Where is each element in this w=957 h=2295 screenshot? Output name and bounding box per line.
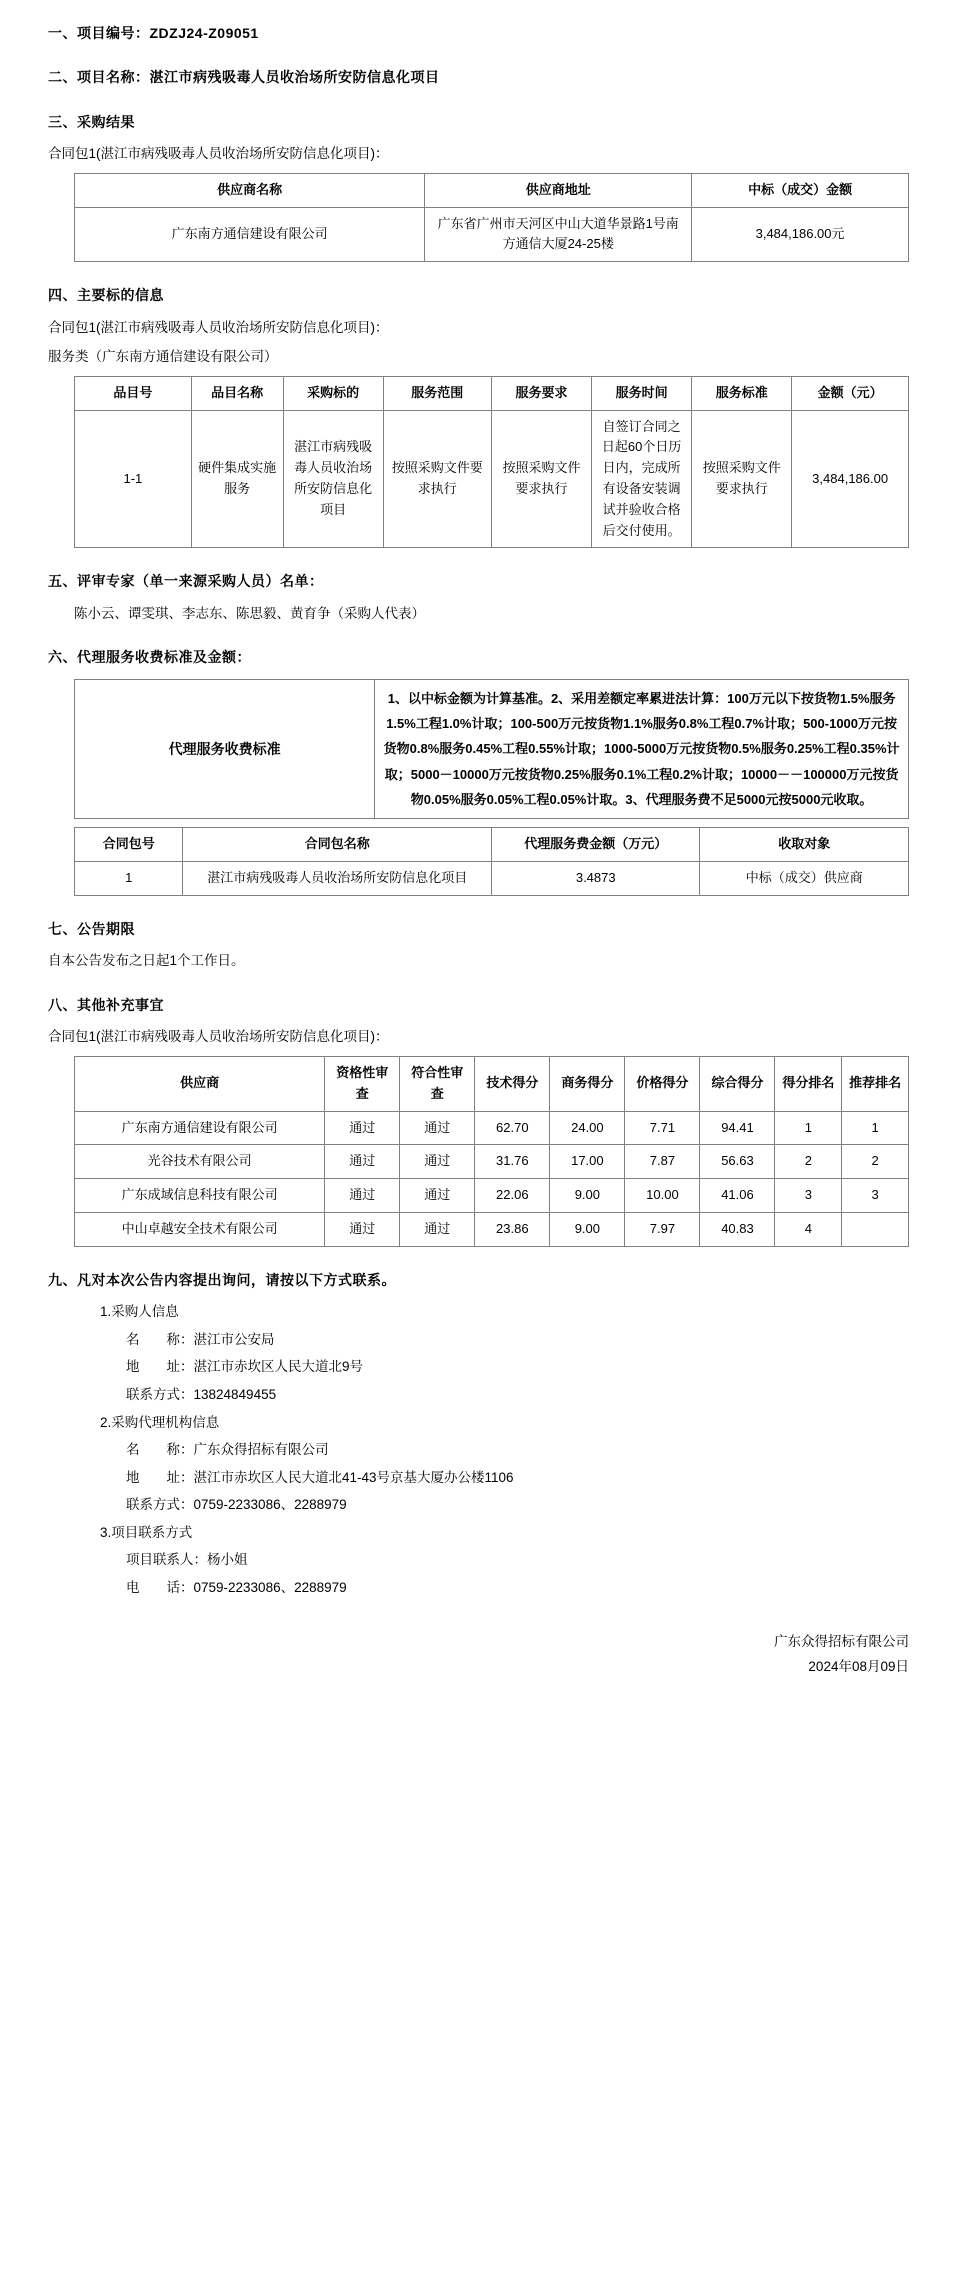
cell-recommend-rank bbox=[842, 1212, 909, 1246]
col-subject: 采购标的 bbox=[283, 376, 383, 410]
col-supplier: 供应商 bbox=[75, 1056, 325, 1111]
cell-qualification: 通过 bbox=[325, 1145, 400, 1179]
cell-compliance: 通过 bbox=[400, 1179, 475, 1213]
value-address: 湛江市赤坎区人民大道北9号 bbox=[193, 1359, 364, 1375]
contact-purchaser-name bbox=[126, 1329, 909, 1351]
document-footer bbox=[48, 1629, 909, 1680]
cell-technical: 31.76 bbox=[475, 1145, 550, 1179]
cell-qualification: 通过 bbox=[325, 1179, 400, 1213]
score-package-line: 合同包1(湛江市病残吸毒人员收治场所安防信息化项目)： bbox=[48, 1029, 389, 1045]
cell-price: 7.87 bbox=[625, 1145, 700, 1179]
cell-qualification: 通过 bbox=[325, 1111, 400, 1145]
table-header-row bbox=[75, 828, 909, 862]
announcement-period-text: 自本公告发布之日起1个工作日。 bbox=[48, 953, 245, 969]
cell-package-name: 湛江市病残吸毒人员收治场所安防信息化项目 bbox=[183, 862, 492, 896]
cell-total: 94.41 bbox=[700, 1111, 775, 1145]
label-address: 地 址： bbox=[126, 1359, 194, 1375]
table-row bbox=[75, 679, 909, 819]
col-service-standard: 服务标准 bbox=[692, 376, 792, 410]
target-table bbox=[74, 376, 909, 549]
cell-service-requirement: 按照采购文件要求执行 bbox=[492, 410, 592, 548]
cell-supplier: 光谷技术有限公司 bbox=[75, 1145, 325, 1179]
cell-supplier: 中山卓越安全技术有限公司 bbox=[75, 1212, 325, 1246]
value-name: 广东众得招标有限公司 bbox=[193, 1442, 329, 1458]
section-other-matters: 八、其他补充事宜 bbox=[48, 996, 164, 1013]
col-recommend-rank: 推荐排名 bbox=[842, 1056, 909, 1111]
table-header-row bbox=[75, 376, 909, 410]
contact-purchaser-address bbox=[126, 1356, 909, 1378]
section-project-name: 二、项目名称：湛江市病残吸毒人员收治场所安防信息化项目 bbox=[48, 69, 440, 86]
cell-technical: 23.86 bbox=[475, 1212, 550, 1246]
label-name: 名 称： bbox=[126, 1442, 194, 1458]
cell-price: 7.97 bbox=[625, 1212, 700, 1246]
col-price-score: 价格得分 bbox=[625, 1056, 700, 1111]
section-review-experts: 五、评审专家（单一来源采购人员）名单： bbox=[48, 573, 324, 590]
table-header-row bbox=[75, 173, 909, 207]
cell-technical: 22.06 bbox=[475, 1179, 550, 1213]
cell-recommend-rank: 2 bbox=[842, 1145, 909, 1179]
cell-supplier-address: 广东省广州市天河区中山大道华景路1号南方通信大厦24-25楼 bbox=[425, 207, 692, 262]
col-compliance-review: 符合性审查 bbox=[400, 1056, 475, 1111]
cell-recommend-rank: 3 bbox=[842, 1179, 909, 1213]
cell-total: 41.06 bbox=[700, 1179, 775, 1213]
col-package-name: 合同包名称 bbox=[183, 828, 492, 862]
cell-score-rank: 4 bbox=[775, 1212, 842, 1246]
contact-project-person bbox=[126, 1549, 909, 1571]
section-project-number: 一、项目编号：ZDZJ24-Z09051 bbox=[48, 25, 259, 41]
contact-project-tel bbox=[126, 1577, 909, 1599]
cell-compliance: 通过 bbox=[400, 1145, 475, 1179]
cell-business: 9.00 bbox=[550, 1212, 625, 1246]
col-fee-payer: 收取对象 bbox=[700, 828, 909, 862]
col-supplier-address: 供应商地址 bbox=[425, 173, 692, 207]
cell-amount: 3,484,186.00 bbox=[792, 410, 909, 548]
cell-fee-standard-label: 代理服务收费标准 bbox=[75, 679, 375, 819]
target-package-line: 合同包1(湛江市病残吸毒人员收治场所安防信息化项目)： bbox=[48, 319, 389, 335]
col-business-score: 商务得分 bbox=[550, 1056, 625, 1111]
value-phone: 0759-2233086、2288979 bbox=[193, 1580, 347, 1596]
cell-score-rank: 2 bbox=[775, 1145, 842, 1179]
cell-recommend-rank: 1 bbox=[842, 1111, 909, 1145]
cell-business: 24.00 bbox=[550, 1111, 625, 1145]
cell-score-rank: 3 bbox=[775, 1179, 842, 1213]
label-person: 项目联系人： bbox=[126, 1552, 207, 1568]
cell-qualification: 通过 bbox=[325, 1212, 400, 1246]
cell-package-no: 1 bbox=[75, 862, 183, 896]
cell-item-name: 硬件集成实施服务 bbox=[191, 410, 283, 548]
col-technical-score: 技术得分 bbox=[475, 1056, 550, 1111]
col-package-no: 合同包号 bbox=[75, 828, 183, 862]
label-name: 名 称： bbox=[126, 1331, 194, 1347]
table-header-row bbox=[75, 1056, 909, 1111]
score-table bbox=[74, 1056, 909, 1247]
cell-price: 7.71 bbox=[625, 1111, 700, 1145]
col-service-time: 服务时间 bbox=[592, 376, 692, 410]
cell-score-rank: 1 bbox=[775, 1111, 842, 1145]
contact-project-title: 3.项目联系方式 bbox=[100, 1524, 193, 1540]
col-supplier-name: 供应商名称 bbox=[75, 173, 425, 207]
cell-item-no: 1-1 bbox=[75, 410, 192, 548]
table-row bbox=[75, 862, 909, 896]
label-tel: 联系方式： bbox=[126, 1497, 194, 1513]
col-service-scope: 服务范围 bbox=[383, 376, 491, 410]
cell-fee-amount: 3.4873 bbox=[491, 862, 700, 896]
cell-supplier: 广东成域信息科技有限公司 bbox=[75, 1179, 325, 1213]
value-person: 杨小姐 bbox=[207, 1552, 248, 1568]
cell-service-time: 自签订合同之日起60个日历日内，完成所有设备安装调试并验收合格后交付使用。 bbox=[592, 410, 692, 548]
table-row bbox=[75, 1212, 909, 1246]
cell-technical: 62.70 bbox=[475, 1111, 550, 1145]
cell-business: 9.00 bbox=[550, 1179, 625, 1213]
col-service-requirement: 服务要求 bbox=[492, 376, 592, 410]
table-row bbox=[75, 1145, 909, 1179]
section-agency-fee: 六、代理服务收费标准及金额： bbox=[48, 649, 251, 666]
table-row bbox=[75, 1111, 909, 1145]
expert-name-list: 陈小云、谭雯琪、李志东、陈思毅、黄育争（采购人代表） bbox=[74, 605, 425, 621]
contact-agency-name bbox=[126, 1439, 909, 1461]
col-amount: 金额（元） bbox=[792, 376, 909, 410]
label-address: 地 址： bbox=[126, 1469, 194, 1485]
section-procurement-result: 三、采购结果 bbox=[48, 113, 135, 130]
agency-fee-standard-table bbox=[74, 679, 909, 820]
section-main-target-info: 四、主要标的信息 bbox=[48, 287, 164, 304]
value-tel: 13824849455 bbox=[193, 1386, 277, 1402]
value-name: 湛江市公安局 bbox=[193, 1331, 275, 1347]
cell-fee-payer: 中标（成交）供应商 bbox=[700, 862, 909, 896]
target-service-line: 服务类（广东南方通信建设有限公司） bbox=[48, 349, 278, 365]
col-total-score: 综合得分 bbox=[700, 1056, 775, 1111]
col-item-name: 品目名称 bbox=[191, 376, 283, 410]
section-contact: 九、凡对本次公告内容提出询问，请按以下方式联系。 bbox=[48, 1271, 396, 1288]
cell-compliance: 通过 bbox=[400, 1212, 475, 1246]
contact-agency-title: 2.采购代理机构信息 bbox=[100, 1414, 220, 1430]
contact-purchaser-tel bbox=[126, 1384, 909, 1406]
cell-business: 17.00 bbox=[550, 1145, 625, 1179]
cell-compliance: 通过 bbox=[400, 1111, 475, 1145]
footer-date: 2024年08月09日 bbox=[808, 1659, 909, 1675]
table-row bbox=[75, 207, 909, 262]
cell-total: 56.63 bbox=[700, 1145, 775, 1179]
cell-award-amount: 3,484,186.00元 bbox=[692, 207, 909, 262]
agency-fee-amount-table bbox=[74, 827, 909, 896]
label-phone: 电 话： bbox=[126, 1580, 194, 1596]
section-announcement-period: 七、公告期限 bbox=[48, 921, 135, 937]
cell-supplier: 广东南方通信建设有限公司 bbox=[75, 1111, 325, 1145]
contact-purchaser-title: 1.采购人信息 bbox=[100, 1304, 179, 1320]
col-award-amount: 中标（成交）金额 bbox=[692, 173, 909, 207]
cell-service-scope: 按照采购文件要求执行 bbox=[383, 410, 491, 548]
col-score-rank: 得分排名 bbox=[775, 1056, 842, 1111]
table-row bbox=[75, 1179, 909, 1213]
contact-agency-address bbox=[126, 1467, 909, 1489]
col-item-no: 品目号 bbox=[75, 376, 192, 410]
table-row bbox=[75, 410, 909, 548]
cell-total: 40.83 bbox=[700, 1212, 775, 1246]
cell-subject: 湛江市病残吸毒人员收治场所安防信息化项目 bbox=[283, 410, 383, 548]
col-qualification-review: 资格性审查 bbox=[325, 1056, 400, 1111]
value-address: 湛江市赤坎区人民大道北41-43号京基大厦办公楼1106 bbox=[193, 1469, 514, 1485]
cell-supplier-name: 广东南方通信建设有限公司 bbox=[75, 207, 425, 262]
contact-agency-tel bbox=[126, 1494, 909, 1516]
cell-fee-standard-text: 1、以中标金额为计算基准。2、采用差额定率累进法计算：100万元以下按货物1.5%服务1.5%工程1.0%计取；100-500万元按货物1.1%服务0.8%工程0.7%计取；500-1000万元按货物0.8%服务0.45%工程0.55%计取；1000-5000万元按货物0.5%服务0.25%工程0.35%计取；5000－10000万元按货物0.25%服务0.1%工程0.2%计取；10000－－100000万元按货物0.05%服务0.05%工程0.05%计取。3、代理服务费不足5000元按5000元收取。 bbox=[375, 679, 909, 819]
footer-company: 广东众得招标有限公司 bbox=[774, 1633, 909, 1649]
result-table bbox=[74, 173, 909, 262]
col-fee-amount: 代理服务费金额（万元） bbox=[491, 828, 700, 862]
label-tel: 联系方式： bbox=[126, 1386, 194, 1402]
cell-price: 10.00 bbox=[625, 1179, 700, 1213]
value-tel: 0759-2233086、2288979 bbox=[193, 1497, 347, 1513]
result-package-line: 合同包1(湛江市病残吸毒人员收治场所安防信息化项目)： bbox=[48, 146, 389, 162]
cell-service-standard: 按照采购文件要求执行 bbox=[692, 410, 792, 548]
